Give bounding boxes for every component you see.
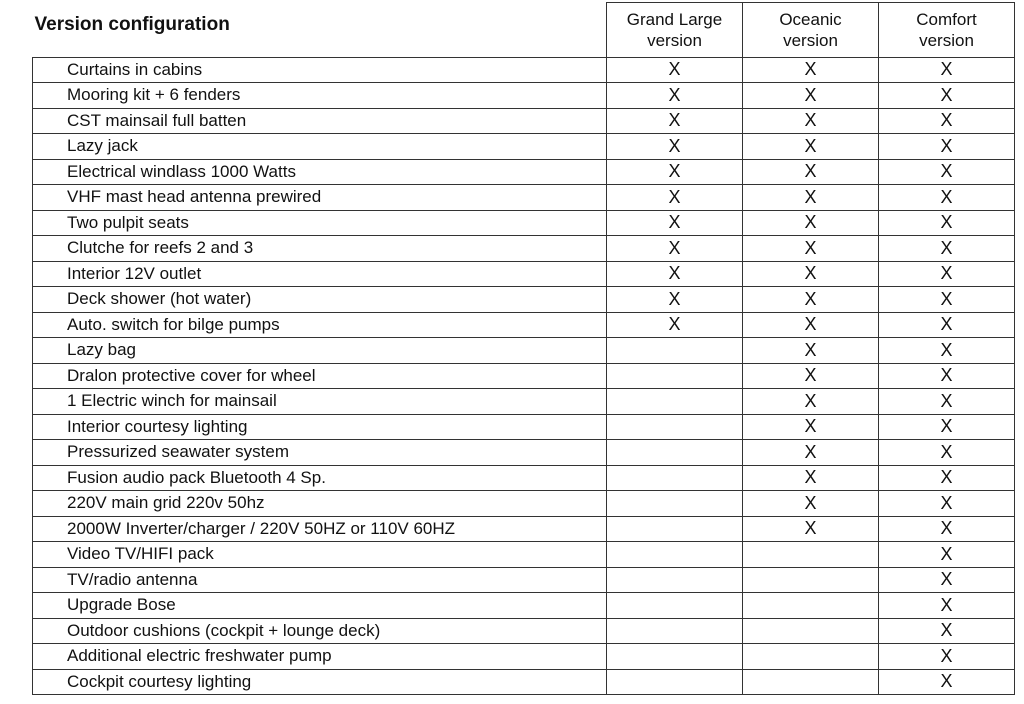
mark-cell-oceanic [743,593,879,619]
mark-cell-comfort: X [879,542,1015,568]
column-header-oceanic [743,3,879,58]
mark-cell-oceanic: X [743,312,879,338]
mark-cell-comfort: X [879,261,1015,287]
table-row [33,644,1015,670]
mark-cell-grand-large [607,618,743,644]
mark-cell-grand-large [607,440,743,466]
mark-cell-grand-large [607,644,743,670]
column-header-comfort [879,3,1015,58]
table-row [33,542,1015,568]
mark-cell-oceanic: X [743,516,879,542]
mark-cell-oceanic: X [743,414,879,440]
feature-label: Interior 12V outlet [33,261,607,287]
feature-label: Lazy bag [33,338,607,364]
mark-cell-comfort: X [879,567,1015,593]
mark-cell-comfort: X [879,338,1015,364]
column-header-line1: Oceanic [779,9,842,29]
table-row [33,57,1015,83]
mark-cell-oceanic: X [743,108,879,134]
feature-label: Upgrade Bose [33,593,607,619]
mark-cell-oceanic: X [743,57,879,83]
table-title-text: Version configuration [34,13,230,35]
mark-cell-oceanic: X [743,236,879,262]
mark-cell-grand-large [607,669,743,695]
mark-cell-oceanic [743,567,879,593]
mark-cell-grand-large [607,414,743,440]
mark-cell-grand-large: X [607,83,743,109]
mark-cell-comfort: X [879,389,1015,415]
mark-cell-oceanic [743,542,879,568]
mark-cell-comfort: X [879,57,1015,83]
mark-cell-oceanic: X [743,134,879,160]
mark-cell-grand-large [607,567,743,593]
table-row [33,414,1015,440]
mark-cell-comfort: X [879,159,1015,185]
feature-label: Curtains in cabins [33,57,607,83]
column-header-line1: Grand Large [626,9,723,29]
mark-cell-oceanic [743,618,879,644]
column-header-line1: Comfort [916,9,977,29]
mark-cell-oceanic [743,644,879,670]
table-row [33,669,1015,695]
feature-label: Cockpit courtesy lighting [33,669,607,695]
table-row [33,312,1015,338]
table-row [33,593,1015,619]
table-row [33,491,1015,517]
mark-cell-comfort: X [879,593,1015,619]
mark-cell-oceanic: X [743,363,879,389]
mark-cell-grand-large [607,516,743,542]
feature-label: Additional electric freshwater pump [33,644,607,670]
feature-label: Mooring kit + 6 fenders [33,83,607,109]
table-row [33,287,1015,313]
table-row [33,108,1015,134]
mark-cell-comfort: X [879,108,1015,134]
mark-cell-oceanic: X [743,83,879,109]
mark-cell-comfort: X [879,185,1015,211]
table-row [33,440,1015,466]
mark-cell-grand-large: X [607,159,743,185]
mark-cell-comfort: X [879,134,1015,160]
table-row [33,338,1015,364]
mark-cell-comfort: X [879,516,1015,542]
feature-label: Fusion audio pack Bluetooth 4 Sp. [33,465,607,491]
feature-label: Interior courtesy lighting [33,414,607,440]
mark-cell-comfort: X [879,414,1015,440]
table-row [33,465,1015,491]
mark-cell-oceanic [743,669,879,695]
table-title [33,3,607,58]
mark-cell-oceanic: X [743,440,879,466]
mark-cell-oceanic: X [743,465,879,491]
feature-label: Dralon protective cover for wheel [33,363,607,389]
table-body [33,57,1015,695]
table-row [33,363,1015,389]
mark-cell-comfort: X [879,465,1015,491]
mark-cell-oceanic: X [743,389,879,415]
mark-cell-grand-large: X [607,134,743,160]
feature-label: Lazy jack [33,134,607,160]
table-row [33,236,1015,262]
feature-label: Video TV/HIFI pack [33,542,607,568]
feature-label: Outdoor cushions (cockpit + lounge deck) [33,618,607,644]
feature-label: 220V main grid 220v 50hz [33,491,607,517]
column-header-line2: version [647,30,702,50]
mark-cell-oceanic: X [743,261,879,287]
mark-cell-comfort: X [879,236,1015,262]
mark-cell-comfort: X [879,287,1015,313]
mark-cell-grand-large: X [607,108,743,134]
mark-cell-comfort: X [879,491,1015,517]
mark-cell-grand-large [607,338,743,364]
mark-cell-grand-large: X [607,185,743,211]
feature-label: Electrical windlass 1000 Watts [33,159,607,185]
feature-label: Two pulpit seats [33,210,607,236]
mark-cell-comfort: X [879,210,1015,236]
column-header-grand-large [607,3,743,58]
mark-cell-comfort: X [879,83,1015,109]
mark-cell-comfort: X [879,312,1015,338]
table-row [33,185,1015,211]
table-row [33,389,1015,415]
mark-cell-comfort: X [879,363,1015,389]
mark-cell-oceanic: X [743,287,879,313]
mark-cell-grand-large: X [607,236,743,262]
feature-label: 1 Electric winch for mainsail [33,389,607,415]
mark-cell-oceanic: X [743,491,879,517]
mark-cell-grand-large: X [607,312,743,338]
mark-cell-oceanic: X [743,185,879,211]
mark-cell-comfort: X [879,644,1015,670]
mark-cell-comfort: X [879,669,1015,695]
mark-cell-comfort: X [879,440,1015,466]
mark-cell-grand-large: X [607,210,743,236]
feature-label: Auto. switch for bilge pumps [33,312,607,338]
mark-cell-oceanic: X [743,210,879,236]
mark-cell-grand-large [607,389,743,415]
mark-cell-grand-large: X [607,287,743,313]
mark-cell-grand-large: X [607,261,743,287]
table-row [33,516,1015,542]
column-header-line2: version [783,30,838,50]
table-row [33,567,1015,593]
column-header-line2: version [919,30,974,50]
mark-cell-grand-large [607,363,743,389]
feature-label: Deck shower (hot water) [33,287,607,313]
table-row [33,261,1015,287]
mark-cell-oceanic: X [743,159,879,185]
mark-cell-grand-large: X [607,57,743,83]
mark-cell-oceanic: X [743,338,879,364]
table-row [33,618,1015,644]
header-row [33,3,1015,58]
feature-label: TV/radio antenna [33,567,607,593]
mark-cell-grand-large [607,491,743,517]
mark-cell-grand-large [607,465,743,491]
feature-label: Pressurized seawater system [33,440,607,466]
feature-label: 2000W Inverter/charger / 220V 50HZ or 110V 60HZ [33,516,607,542]
table-row [33,134,1015,160]
feature-label: Clutche for reefs 2 and 3 [33,236,607,262]
table-row [33,210,1015,236]
table-row [33,159,1015,185]
table-row [33,83,1015,109]
mark-cell-comfort: X [879,618,1015,644]
mark-cell-grand-large [607,542,743,568]
feature-label: VHF mast head antenna prewired [33,185,607,211]
version-configuration-table [32,2,1015,695]
feature-label: CST mainsail full batten [33,108,607,134]
mark-cell-grand-large [607,593,743,619]
